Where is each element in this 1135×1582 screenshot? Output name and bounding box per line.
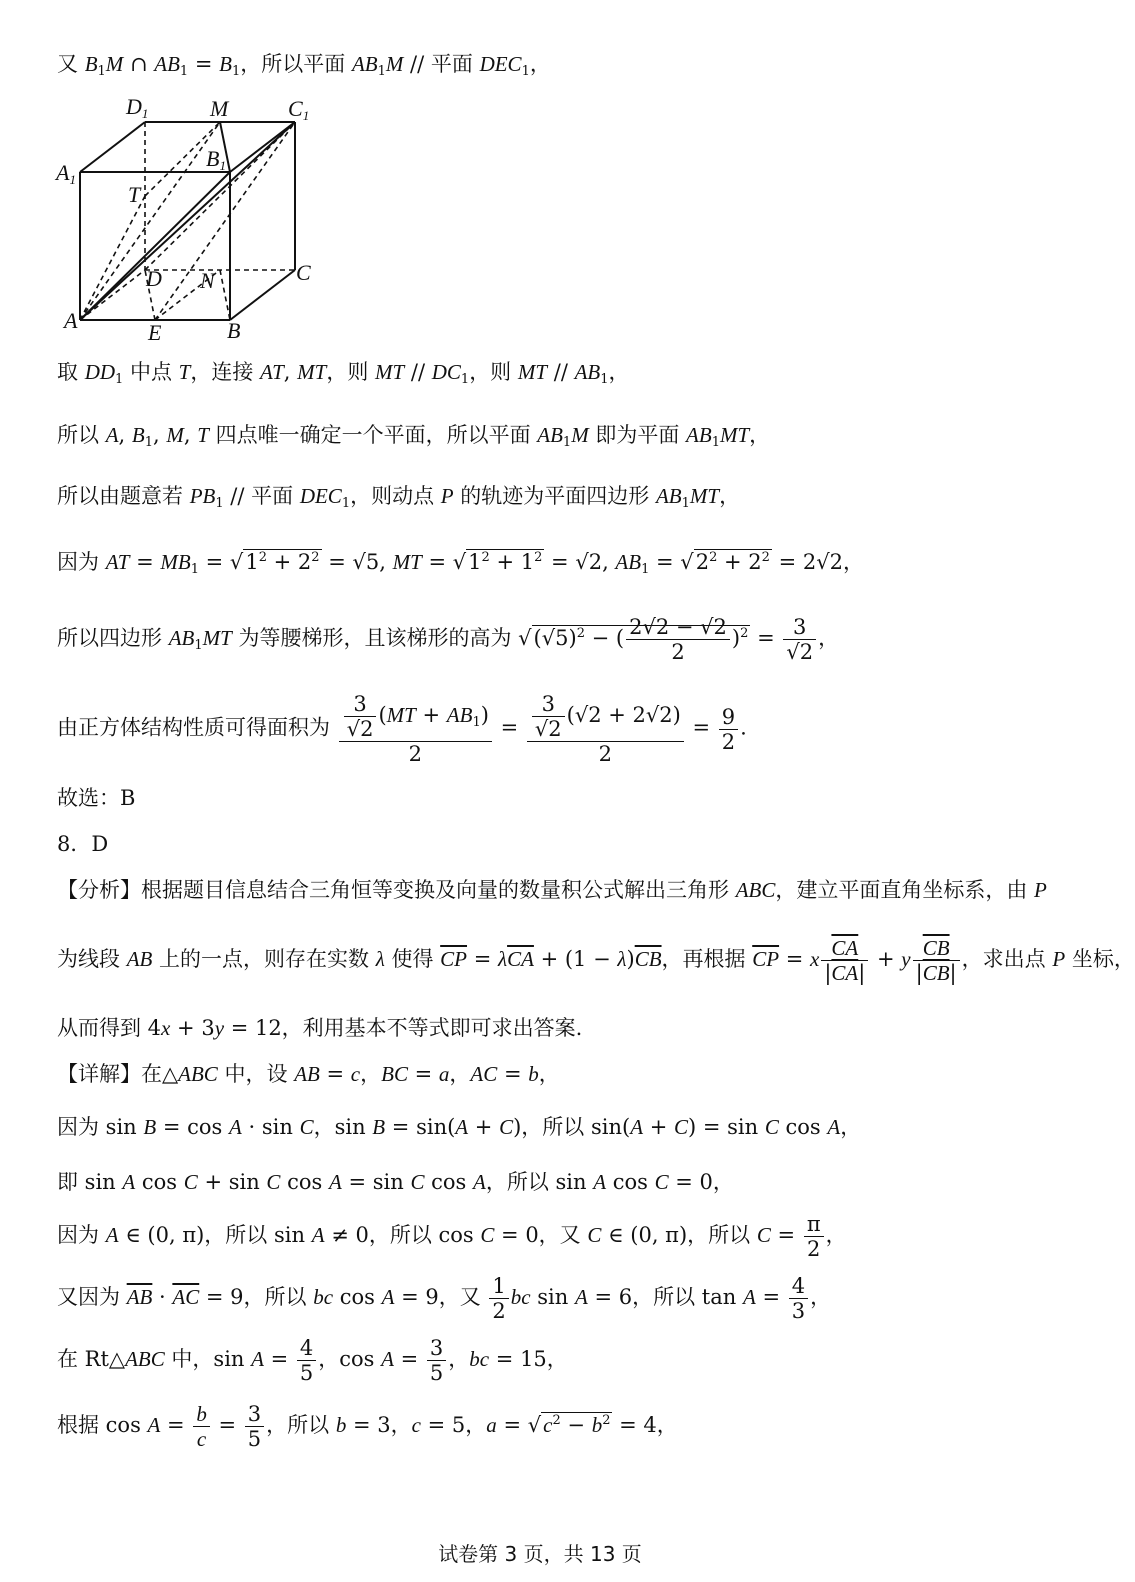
label-C: C xyxy=(296,260,311,285)
label-A: A xyxy=(64,308,78,333)
text-line-19: 根据 cos A = $\frac{b}{c}$ = $\frac{3}{5}$ ，所以 b = 3，c = 5，$a = √c^2 - b^2 = 4$， xyxy=(57,1402,678,1451)
text-line-2: 取 $DD_1$ 中点 T，连接 AT, MT，则 MT // $DC_1$，则 MT // $AB_1$， xyxy=(57,360,630,387)
text-line-1: 又 $B_1M$ ∩ $AB_1 = B_1$，所以平面 $AB_1M$ // 平面 $DEC_1$， xyxy=(57,52,551,79)
label-A1: A1 xyxy=(56,160,76,187)
text-line-4: 所以由题意若 $PB_1$ // 平面 $DEC_1$，则动点 P 的轨迹为平面四边形 $AB_1MT$， xyxy=(57,484,741,511)
text-line-8: 故选：B xyxy=(57,786,136,810)
label-D1: D1 xyxy=(126,94,149,121)
text-line-14: 因为 sin B = cos A · sin C，sin B = sin(A + C)，所以 sin(A + C) = sin C cos A， xyxy=(57,1115,862,1139)
text-line-9: 8．D xyxy=(57,832,109,856)
label-N: N xyxy=(200,268,215,293)
text-line-10: 【分析】根据题目信息结合三角恒等变换及向量的数量积公式解出三角形 ABC，建立平面直角坐标系，由 P xyxy=(57,878,1047,902)
label-T: T xyxy=(128,182,141,207)
label-B: B xyxy=(227,318,241,343)
text-line-5: 因为 AT = $MB_1 = √1^2 + 2^2 = √5$, MT = $√1^2 + 1^2 = √2$, $AB_1 = √2^2 + 2^2 = 2√2$， xyxy=(57,550,864,577)
page-footer: 试卷第 3 页，共 13 页 xyxy=(438,1542,642,1566)
text-line-15: 即 sin A cos C + sin C cos A = sin C cos A，所以 sin A cos C = 0， xyxy=(57,1170,734,1194)
cube-figure xyxy=(50,92,340,352)
text-line-11: 为线段 AB 上的一点，则存在实数 λ 使得 $\overline{CP} = \lambda\overline{CA} + (1 - \lambda)\overline{CB}$，再根据 $\overline{CP} = x$ $\frac{\overline{CA}}{|\overline{CA}|}$ + y $\frac{\overline{CB}}{|\overline{CB}|}$ ，求出点 P 坐标， xyxy=(57,936,1135,985)
text-line-18: 在 Rt△ABC 中，sin A = $\frac{4}{5}$ ，cos A = $\frac{3}{5}$ ，bc = 15， xyxy=(57,1336,568,1385)
label-E: E xyxy=(148,320,162,345)
text-line-12: 从而得到 4x + 3y = 12，利用基本不等式即可求出答案. xyxy=(57,1016,583,1040)
text-line-13: 【详解】在△ABC 中，设 AB = c，BC = a，AC = b， xyxy=(57,1062,560,1086)
label-B1: B1 xyxy=(206,146,226,173)
label-M: M xyxy=(210,96,229,121)
text-line-3: 所以 A, $B_1$, M, T 四点唯一确定一个平面，所以平面 $AB_1M$ 即为平面 $AB_1MT$， xyxy=(57,423,771,450)
text-line-6: 所以四边形 $AB_1MT$ 为等腰梯形，且该梯形的高为 $√(√5)^2$ − ( $\frac{2√2 - √2}{2}$ )$^2$ = $\frac{3}{√2}$ ， xyxy=(57,615,840,664)
label-D: D xyxy=(146,266,162,291)
text-line-7: 由正方体结构性质可得面积为 $\frac{3}{√2}$ $(MT + AB_1)$ 2 = $\frac{3}{√2}$ (√2 + 2√2) 2 = $\frac{9}{2}$ . xyxy=(57,692,747,766)
text-line-16: 因为 A ∈ (0, π)，所以 sin A ≠ 0，所以 cos C = 0，又 C ∈ (0, π)，所以 C = $\frac{\pi}{2}$ ， xyxy=(57,1212,847,1261)
label-C1: C1 xyxy=(288,96,310,123)
text-line-17: 又因为 $\overline{AB} \cdot \overline{AC} = 9$，所以 bc cos A = 9，又 $\frac{1}{2}$ bc sin A = 6，所以 tan A = $\frac{4}{3}$ ， xyxy=(57,1274,832,1323)
